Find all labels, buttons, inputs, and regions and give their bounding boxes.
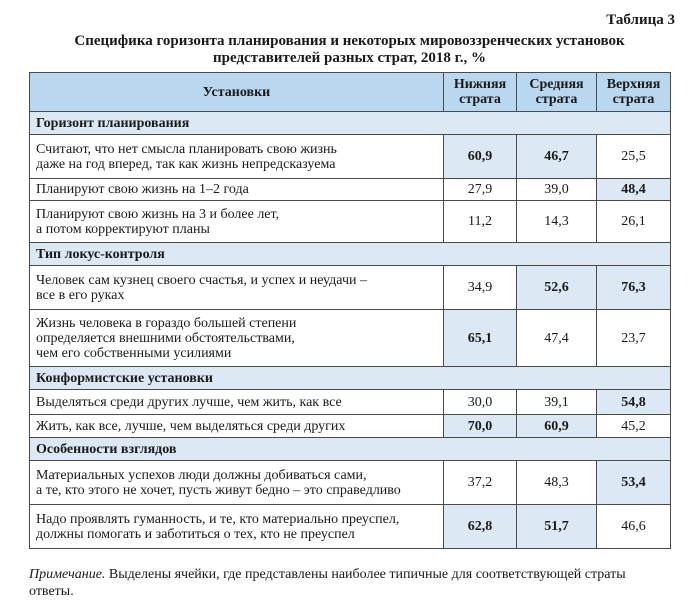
value-upper-stratum: 76,3 (597, 266, 671, 310)
header-lower-line2: страта (459, 92, 501, 107)
row-label (30, 505, 444, 549)
value-lower-stratum: 11,2 (444, 201, 517, 243)
row-label-line: Жить, как все, лучше, чем выделяться среди других (36, 418, 346, 434)
value-lower-stratum: 65,1 (444, 310, 517, 367)
section-row (30, 367, 671, 390)
value-middle-stratum: 52,6 (517, 266, 597, 310)
note-label: Примечание. (29, 567, 106, 582)
value-upper-stratum: 46,6 (597, 505, 671, 549)
value-middle-stratum: 60,9 (517, 415, 597, 438)
row-label (30, 390, 444, 415)
value-lower-stratum: 27,9 (444, 179, 517, 201)
row-label (30, 179, 444, 201)
header-lower-stratum (444, 73, 517, 112)
value-upper-stratum: 54,8 (597, 390, 671, 415)
row-label (30, 415, 444, 438)
header-middle-line1: Средняя (529, 77, 584, 92)
value-middle-stratum: 14,3 (517, 201, 597, 243)
table-body (30, 112, 671, 549)
title-line-2: представителей разных страт, 2018 г., % (213, 50, 486, 66)
value-lower-stratum: 37,2 (444, 461, 517, 505)
value-middle-stratum: 48,3 (517, 461, 597, 505)
value-lower-stratum: 70,0 (444, 415, 517, 438)
section-row (30, 112, 671, 135)
value-middle-stratum: 47,4 (517, 310, 597, 367)
row-label-line: Считают, что нет смысла планировать свою жизнь (36, 141, 337, 157)
row-label (30, 310, 444, 367)
section-row (30, 438, 671, 461)
header-middle-line2: страта (535, 92, 578, 107)
value-upper-stratum: 23,7 (597, 310, 671, 367)
value-middle-stratum: 39,0 (517, 179, 597, 201)
value-upper-stratum: 26,1 (597, 201, 671, 243)
row-label-line: определяется внешними обстоятельствами, (36, 330, 295, 346)
row-label-line: Жизнь человека в гораздо большей степени (36, 315, 297, 331)
row-label (30, 201, 444, 243)
header-upper-line1: Верхняя (606, 77, 661, 92)
row-label-line: даже на год вперед, так как жизнь непредсказуема (36, 156, 336, 172)
table-row (30, 201, 671, 243)
table-note (29, 566, 659, 600)
row-label-line: Планируют свою жизнь на 3 и более лет, (36, 206, 280, 222)
section-row (30, 243, 671, 266)
value-upper-stratum: 53,4 (597, 461, 671, 505)
value-upper-stratum: 25,5 (597, 135, 671, 179)
row-label-line: а потом корректируют планы (36, 221, 210, 237)
value-middle-stratum: 39,1 (517, 390, 597, 415)
table-row (30, 135, 671, 179)
value-lower-stratum: 30,0 (444, 390, 517, 415)
row-label-line: все в его руках (36, 287, 125, 303)
table-row (30, 390, 671, 415)
table-row (30, 310, 671, 367)
section-title: Горизонт планирования (30, 112, 671, 135)
table-row (30, 179, 671, 201)
data-table (29, 72, 671, 549)
row-label-line: Надо проявлять гуманность, и те, кто материально преуспел, (36, 511, 400, 527)
value-upper-stratum: 48,4 (597, 179, 671, 201)
table-row (30, 461, 671, 505)
header-attitudes: Установки (30, 73, 444, 112)
row-label (30, 266, 444, 310)
header-upper-stratum (597, 73, 671, 112)
section-title: Особенности взглядов (30, 438, 671, 461)
section-title: Конформистские установки (30, 367, 671, 390)
note-text: Выделены ячейки, где представлены наиболее типичные для соответствующей страты ответы. (29, 567, 626, 599)
header-lower-line1: Нижняя (453, 77, 507, 92)
row-label-line: Выделяться среди других лучше, чем жить, как все (36, 394, 342, 410)
header-middle-stratum (517, 73, 597, 112)
row-label (30, 135, 444, 179)
value-lower-stratum: 34,9 (444, 266, 517, 310)
table-header-row (30, 73, 671, 112)
table-row (30, 415, 671, 438)
value-middle-stratum: 51,7 (517, 505, 597, 549)
table-row (30, 266, 671, 310)
table-row (30, 505, 671, 549)
title-line-1: Специфика горизонта планирования и некоторых мировоззренческих установок (74, 33, 625, 49)
value-middle-stratum: 46,7 (517, 135, 597, 179)
table-title (24, 33, 675, 67)
row-label-line: Материальных успехов люди должны добиваться сами, (36, 467, 367, 483)
section-title: Тип локус-контроля (30, 243, 671, 266)
value-upper-stratum: 45,2 (597, 415, 671, 438)
table-number: Таблица 3 (606, 12, 675, 28)
header-upper-line2: страта (612, 92, 655, 107)
row-label (30, 461, 444, 505)
row-label-line: Планируют свою жизнь на 1–2 года (36, 182, 249, 197)
value-lower-stratum: 60,9 (444, 135, 517, 179)
row-label-line: чем его собственными усилиями (36, 345, 232, 361)
row-label-line: Человек сам кузнец своего счастья, и успех и неудачи – (36, 272, 367, 288)
value-lower-stratum: 62,8 (444, 505, 517, 549)
row-label-line: а те, кто этого не хочет, пусть живут бедно – это справедливо (36, 482, 401, 498)
row-label-line: должны помогать и заботиться о тех, кто не преуспел (36, 526, 355, 542)
